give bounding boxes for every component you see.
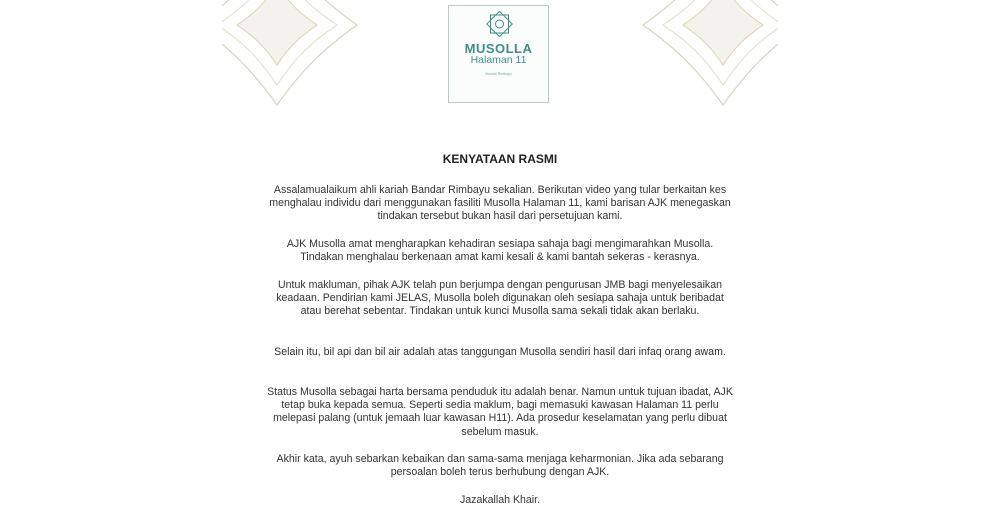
paragraph-status: Status Musolla sebagai harta bersama penduduk itu adalah benar. Namun untuk tujuan ibadat, AJK tetap buka kepada semua. Seperti sedia maklum, bagi memasuki kawasan Halaman 11 perlu melepasi palang (untuk jemaah luar kawasan H11). Ada prosedur keselamatan yang perlu dibuat sebelum masuk.: [267, 386, 733, 438]
paragraph-greeting: Assalamualaikum ahli kariah Bandar Rimbayu sekalian. Berikutan video yang tular berkaitan kes menghalau individu dari menggunakan fasiliti Musolla Halaman 11, kami barisan AJK menegaskan tindakan tersebut bukan hasil dari persetujuan kami.: [269, 184, 731, 223]
logo-tagline: Bandar Rimbayu: [485, 72, 512, 76]
islamic-ornament-left: [222, 0, 362, 110]
paragraph-closing: Akhir kata, ayuh sebarkan kebaikan dan sama-sama menjaga keharmonian. Jika ada sebarang persoalan boleh terus berhubung dengan AJK.: [276, 453, 724, 479]
logo-title: MUSOLLA: [464, 41, 533, 56]
logo-subtitle: Halaman 11: [470, 54, 527, 66]
paragraph-welcome: AJK Musolla amat mengharapkan kehadiran sesiapa sahaja bagi mengimarahkan Musolla. Tindakan menghalau berkenaan amat kami kesali & kami bantah sekeras - kerasnya.: [286, 238, 714, 264]
musolla-logo: [448, 5, 549, 103]
statement-title: KENYATAAN RASMI: [442, 152, 558, 166]
paragraph-signoff: Jazakallah Khair.: [459, 494, 541, 506]
islamic-ornament-right: [638, 0, 778, 110]
paragraph-jmb-meeting: Untuk makluman, pihak AJK telah pun berjumpa dengan pengurusan JMB bagi menyelesaikan keadaan. Pendirian kami JELAS, Musolla boleh digunakan oleh sesiapa sahaja untuk beribadat atau berehat sebentar. Tindakan untuk kunci Musolla sama sekali tidak akan berlaku.: [276, 279, 724, 318]
statement-page: [222, 0, 778, 522]
paragraph-utility-bills: Selain itu, bil api dan bil air adalah atas tanggungan Musolla sendiri hasil dari infaq orang awam.: [274, 346, 726, 358]
